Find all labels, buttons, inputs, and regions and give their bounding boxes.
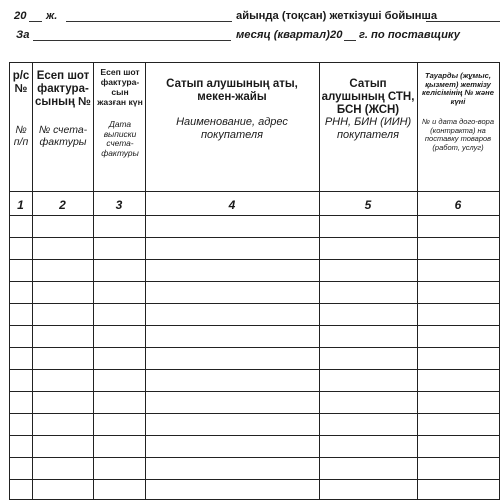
- col6-ru-header: № и дата дого-вора (контракта) на поставку товаров (работ, услуг): [421, 117, 495, 152]
- line1-period-blank[interactable]: [66, 21, 232, 22]
- col5-number: 5: [364, 198, 372, 212]
- col4-kk-header: Сатып алушының аты, мекен-жайы: [166, 78, 298, 104]
- col2-number: 2: [59, 198, 66, 212]
- line2-year-blank[interactable]: [344, 40, 356, 41]
- line1-year-prefix: 20: [14, 10, 27, 22]
- line1-zh: ж.: [46, 10, 58, 22]
- col3-number: 3: [115, 198, 123, 212]
- col3-kk-header: Есеп шот фактура-сын жазған күн: [97, 67, 143, 107]
- col1-number: 1: [17, 198, 24, 212]
- line1-supplier-blank[interactable]: [426, 21, 500, 22]
- supplier-invoice-table: [9, 62, 500, 500]
- line1-period-label: айында (тоқсан) жеткізуші бойынша: [236, 10, 438, 22]
- col5-kk-header: Сатып алушының СТН, БСН (ЖСН): [321, 78, 415, 117]
- col4-number: 4: [228, 198, 236, 212]
- line2-supplier-label: г. по поставщику: [359, 29, 460, 41]
- line2-za: За: [16, 29, 30, 41]
- col1-kk-header: р/с №: [12, 70, 30, 96]
- col2-kk-header: Есеп шот фактура-сының №: [35, 70, 91, 109]
- line1-year-blank[interactable]: [29, 21, 42, 22]
- line2-period-label: месяц (квартал): [236, 29, 330, 41]
- col6-number: 6: [454, 198, 462, 212]
- line2-period-blank[interactable]: [33, 40, 231, 41]
- col2-ru-header: № счета-фактуры: [38, 124, 88, 149]
- col5-ru-header: РНН, БИН (ИИН) покупателя: [324, 116, 412, 141]
- col6-kk-header: Тауарды (жұмыс, қызмет) жеткізу келісімінің № және күні: [422, 71, 494, 107]
- col4-ru-header: Наименование, адрес покупателя: [176, 116, 288, 141]
- line2-year-prefix: 20: [330, 29, 343, 41]
- col3-ru-header: Дата выписки счета-фактуры: [101, 119, 139, 158]
- col1-ru-header: № п/п: [13, 124, 29, 149]
